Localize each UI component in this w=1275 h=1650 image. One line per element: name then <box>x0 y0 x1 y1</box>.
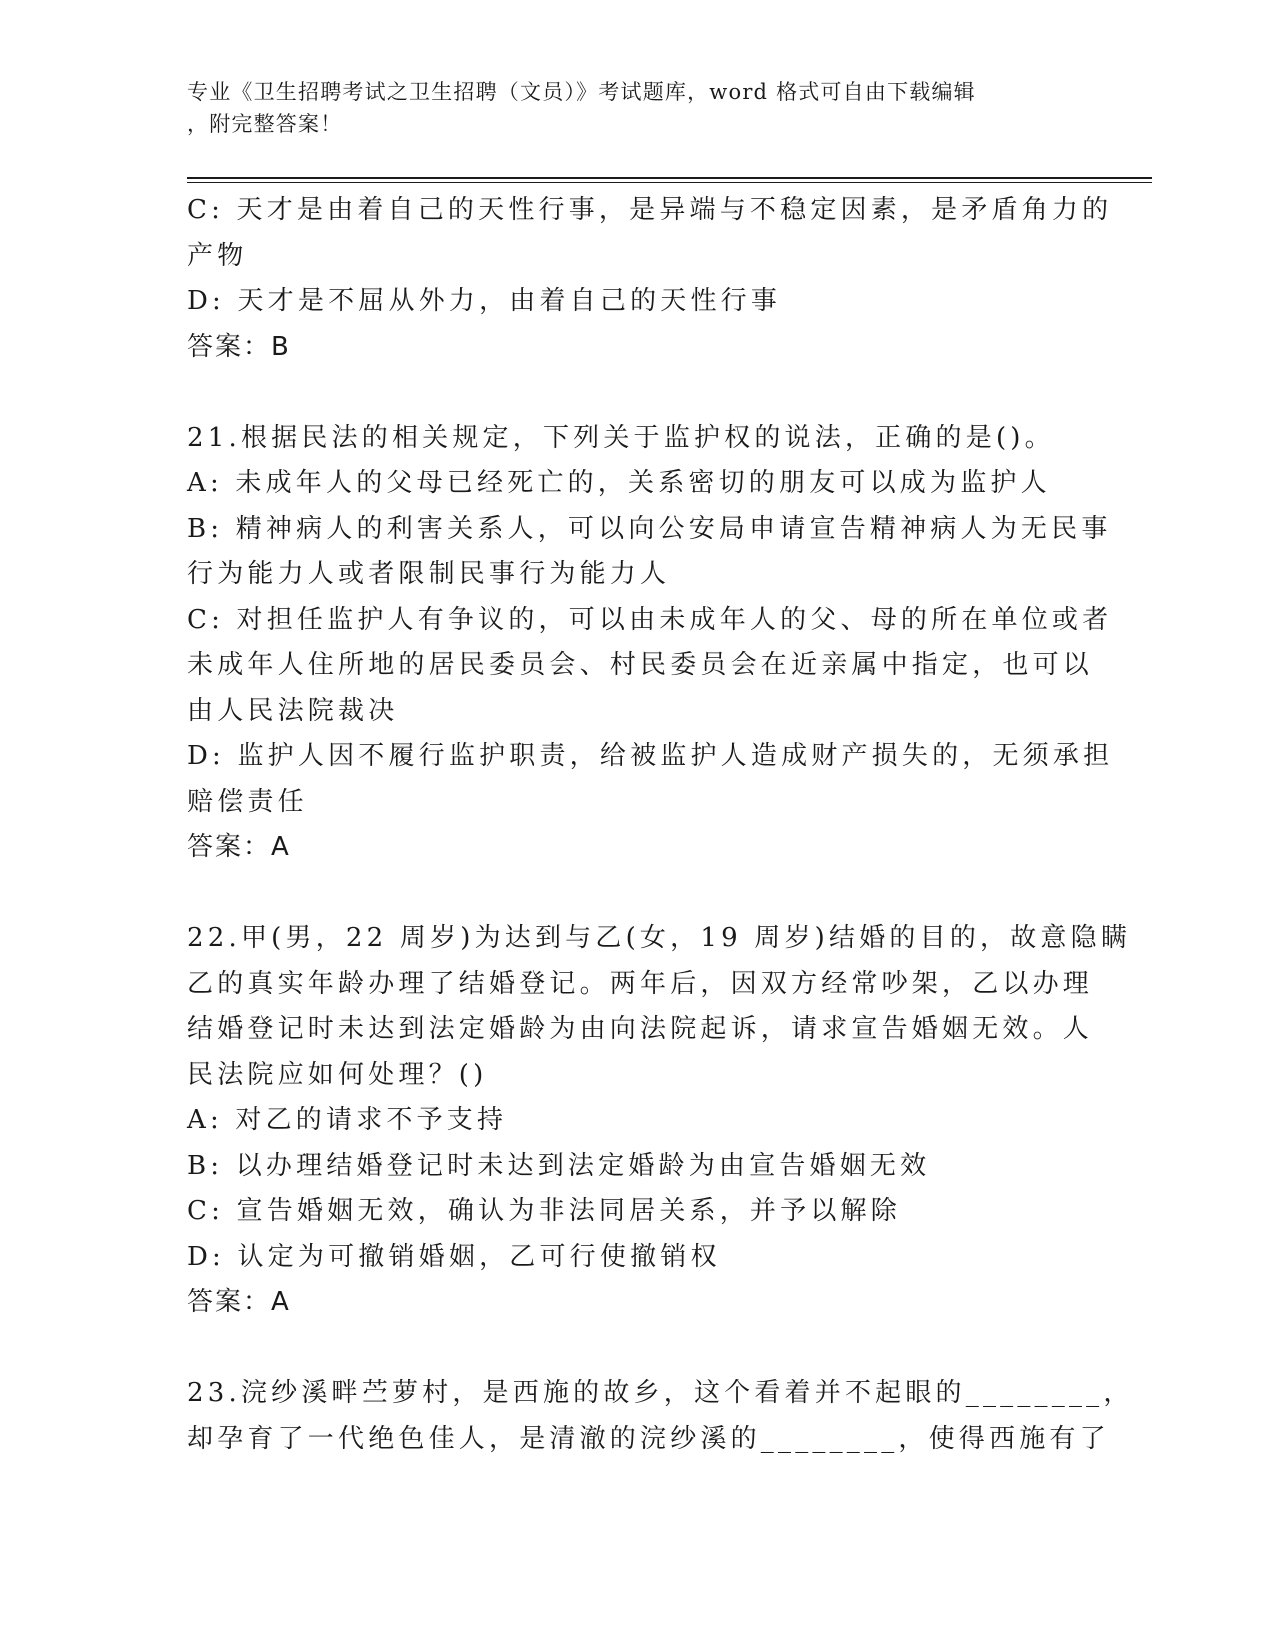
spacer <box>187 370 1087 416</box>
header-line-2: ，附完整答案！ <box>187 112 343 136</box>
q21-answer: 答案：A <box>187 832 291 862</box>
q22-option-b: B: 以办理结婚登记时未达到法定婚龄为由宣告婚姻无效 <box>187 1150 931 1181</box>
q21-option-c-line-3: 由人民法院裁决 <box>187 695 399 726</box>
question-content <box>187 188 1134 1462</box>
question-21 <box>187 416 1114 871</box>
q22-stem-line-4: 民法院应如何处理？() <box>187 1059 488 1090</box>
q20-answer: 答案：B <box>187 331 291 362</box>
question-22 <box>187 916 1132 1326</box>
q22-option-c: C: 宣告婚姻无效，确认为非法同居关系，并予以解除 <box>187 1196 901 1226</box>
header-line-1: 专业《卫生招聘考试之卫生招聘（文员）》考试题库，word 格式可自由下载编辑 <box>187 80 976 104</box>
header-divider-thin <box>187 182 1152 183</box>
spacer <box>187 1326 1087 1372</box>
q20-option-d: D: 天才是不屈从外力，由着自己的天性行事 <box>187 286 782 316</box>
document-header <box>187 76 1067 140</box>
q20-option-c-line-2: 产物 <box>187 240 248 271</box>
q22-stem-line-1: 22.甲(男，22 周岁)为达到与乙(女，19 周岁)结婚的目的，故意隐瞒 <box>187 923 1132 953</box>
q23-stem-line-1: 23.浣纱溪畔苎萝村，是西施的故乡，这个看着并不起眼的________， <box>187 1378 1134 1408</box>
q23-stem-line-2: 却孕育了一代绝色佳人，是清澈的浣纱溪的________，使得西施有了 <box>187 1423 1110 1454</box>
spacer <box>187 871 1087 917</box>
q21-option-b-line-1: B: 精神病人的利害关系人，可以向公安局申请宣告精神病人为无民事 <box>187 513 1112 544</box>
q21-option-b-line-2: 行为能力人或者限制民事行为能力人 <box>187 559 671 589</box>
q22-option-a: A: 对乙的请求不予支持 <box>187 1105 508 1135</box>
q22-stem-line-2: 乙的真实年龄办理了结婚登记。两年后，因双方经常吵架，乙以办理 <box>187 968 1094 999</box>
question-20-continuation <box>187 188 1113 370</box>
q22-stem-line-3: 结婚登记时未达到法定婚龄为由向法院起诉，请求宣告婚姻无效。人 <box>187 1014 1094 1044</box>
q21-option-a: A: 未成年人的父母已经死亡的，关系密切的朋友可以成为监护人 <box>187 468 1051 498</box>
q21-option-d-line-2: 赔偿责任 <box>187 786 308 817</box>
q20-option-c-line-1: C: 天才是由着自己的天性行事，是异端与不稳定因素，是矛盾角力的 <box>187 195 1113 225</box>
q21-option-c-line-1: C: 对担任监护人有争议的，可以由未成年人的父、母的所在单位或者 <box>187 604 1113 635</box>
q22-answer: 答案：A <box>187 1287 291 1317</box>
header-divider-thick <box>187 177 1152 179</box>
q22-option-d: D: 认定为可撤销婚姻，乙可行使撤销权 <box>187 1241 721 1272</box>
q21-option-d-line-1: D: 监护人因不履行监护职责，给被监护人造成财产损失的，无须承担 <box>187 741 1114 771</box>
q21-stem: 21.根据民法的相关规定，下列关于监护权的说法，正确的是()。 <box>187 422 1055 453</box>
q21-option-c-line-2: 未成年人住所地的居民委员会、村民委员会在近亲属中指定，也可以 <box>187 650 1094 680</box>
question-23 <box>187 1371 1134 1462</box>
